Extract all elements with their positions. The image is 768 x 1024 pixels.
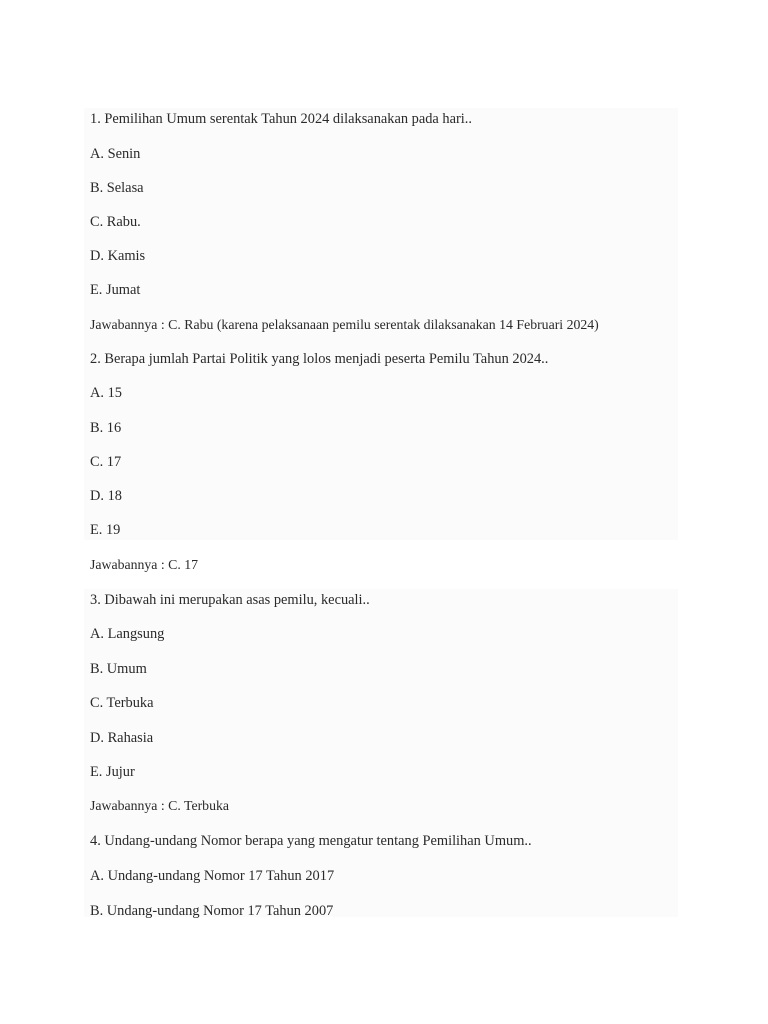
question-3: 3. Dibawah ini merupakan asas pemilu, kecuali..: [90, 592, 370, 608]
question-1: 1. Pemilihan Umum serentak Tahun 2024 dilaksanakan pada hari..: [90, 111, 472, 127]
option-4a: A. Undang-undang Nomor 17 Tahun 2017: [90, 868, 335, 884]
option-3e: E. Jujur: [90, 764, 135, 780]
option-3b: B. Umum: [90, 661, 147, 677]
question-4: 4. Undang-undang Nomor berapa yang mengatur tentang Pemilihan Umum..: [90, 833, 532, 849]
option-1b: B. Selasa: [90, 180, 144, 196]
option-2a: A. 15: [90, 385, 122, 401]
option-3d: D. Rahasia: [90, 730, 154, 746]
option-4b: B. Undang-undang Nomor 17 Tahun 2007: [90, 903, 334, 919]
option-2b: B. 16: [90, 420, 122, 436]
option-2d: D. 18: [90, 488, 122, 504]
option-3a: A. Langsung: [90, 626, 165, 642]
answer-3: Jawabannya : C. Terbuka: [90, 798, 230, 813]
option-1c: C. Rabu.: [90, 214, 141, 230]
option-2c: C. 17: [90, 454, 122, 470]
option-1e: E. Jumat: [90, 282, 141, 298]
answer-1: Jawabannya : C. Rabu (karena pelaksanaan pemilu serentak dilaksanakan 14 Februari 2024): [90, 317, 599, 332]
answer-2: Jawabannya : C. 17: [90, 557, 199, 572]
option-3c: C. Terbuka: [90, 695, 154, 711]
option-1d: D. Kamis: [90, 248, 146, 264]
question-2: 2. Berapa jumlah Partai Politik yang lolos menjadi peserta Pemilu Tahun 2024..: [90, 351, 549, 367]
option-2e: E. 19: [90, 522, 121, 538]
option-1a: A. Senin: [90, 146, 141, 162]
